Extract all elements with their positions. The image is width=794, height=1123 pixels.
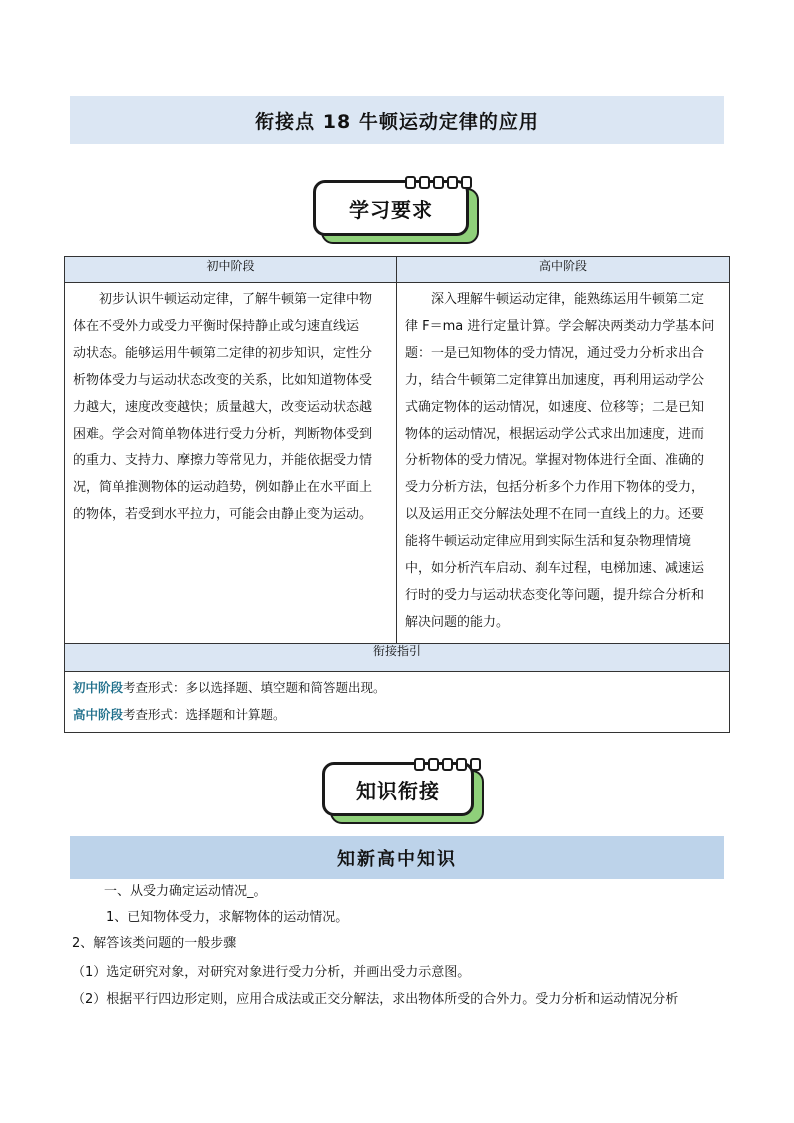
requirements-table [64,256,730,733]
junior-line: 的物体，若受到水平拉力，可能会由静止变为运动。 [73,507,373,523]
badge-study-requirements [313,178,479,244]
junior-requirements [65,283,397,644]
badge-knowledge-bridge [322,760,482,824]
guide-text: 考查形式：多以选择题、填空题和简答题出现。 [123,679,386,695]
junior-line: 况，简单推测物体的运动趋势，例如静止在水平面上 [73,480,373,496]
body-line: （2）根据平行四边形定则，应用合成法或正交分解法，求出物体所受的合外力。受力分析和运动情况分析 [72,992,679,1007]
guide-header: 衔接指引 [65,643,730,671]
junior-line: 体在不受外力或受力平衡时保持静止或匀速直线运 [73,318,360,334]
senior-line: 力，结合牛顿第二定律算出加速度，再利用运动学公 [405,372,705,388]
senior-line: 能将牛顿运动定律应用到实际生活和复杂物理情境 [405,534,692,550]
notebook-rings-icon [405,176,472,189]
body-line: （1）选定研究对象，对研究对象进行受力分析，并画出受力示意图。 [72,965,471,980]
senior-line: 题：一是已知物体的受力情况，通过受力分析求出合 [405,345,705,361]
senior-line: 解决问题的能力。 [405,614,510,630]
title-banner [70,96,724,144]
senior-line: 受力分析方法，包括分析多个力作用下物体的受力， [405,480,705,496]
guide-label: 高中阶段 [73,706,124,722]
senior-line: 律 F＝ma 进行定量计算。学会解决两类动力学基本问 [405,318,715,334]
col-header-senior: 高中阶段 [397,257,730,283]
senior-requirements [397,283,730,644]
senior-line: 分析物体的受力情况。掌握对物体进行全面、准确的 [405,453,705,469]
senior-line: 以及运用正交分解法处理不在同一直线上的力。还要 [405,507,705,523]
guide-row-senior [73,701,721,728]
section-title: 知新高中知识 [337,848,457,870]
guide-body [65,671,730,732]
col-header-junior: 初中阶段 [65,257,397,283]
senior-line: 中，如分析汽车启动、刹车过程，电梯加速、减速运 [405,561,705,577]
badge-study-requirements-label: 学习要求 [349,197,433,222]
junior-line: 初步认识牛顿运动定律，了解牛顿第一定律中物 [99,292,373,307]
junior-line: 力越大，速度改变越快；质量越大，改变运动状态越 [73,399,373,415]
junior-line: 的重力、支持力、摩擦力等常见力，并能依据受力情 [73,453,373,469]
junior-line: 困难。学会对简单物体进行受力分析，判断物体受到 [73,426,373,442]
badge-knowledge-bridge-label: 知识衔接 [356,778,440,803]
body-heading: 一、从受力确定运动情况_。 [104,884,267,899]
senior-line: 式确定物体的运动情况，如速度、位移等；二是已知 [405,399,705,415]
senior-line: 深入理解牛顿运动定律，能熟练运用牛顿第二定 [431,292,705,307]
guide-row-junior [73,674,721,701]
section-banner [70,836,724,879]
senior-line: 行时的受力与运动状态变化等问题，提升综合分析和 [405,587,705,603]
junior-line: 动状态。能够运用牛顿第二定律的初步知识，定性分 [73,345,373,361]
body-line: 1、已知物体受力，求解物体的运动情况。 [106,910,349,925]
body-line: 2、解答该类问题的一般步骤 [72,936,237,951]
guide-text: 考查形式：选择题和计算题。 [123,706,286,722]
senior-line: 物体的运动情况，根据运动学公式求出加速度，进而 [405,426,705,442]
page-title: 衔接点 18 牛顿运动定律的应用 [255,110,539,133]
junior-line: 析物体受力与运动状态改变的关系，比如知道物体受 [73,372,373,388]
notebook-rings-icon [414,758,481,771]
guide-label: 初中阶段 [73,679,124,695]
